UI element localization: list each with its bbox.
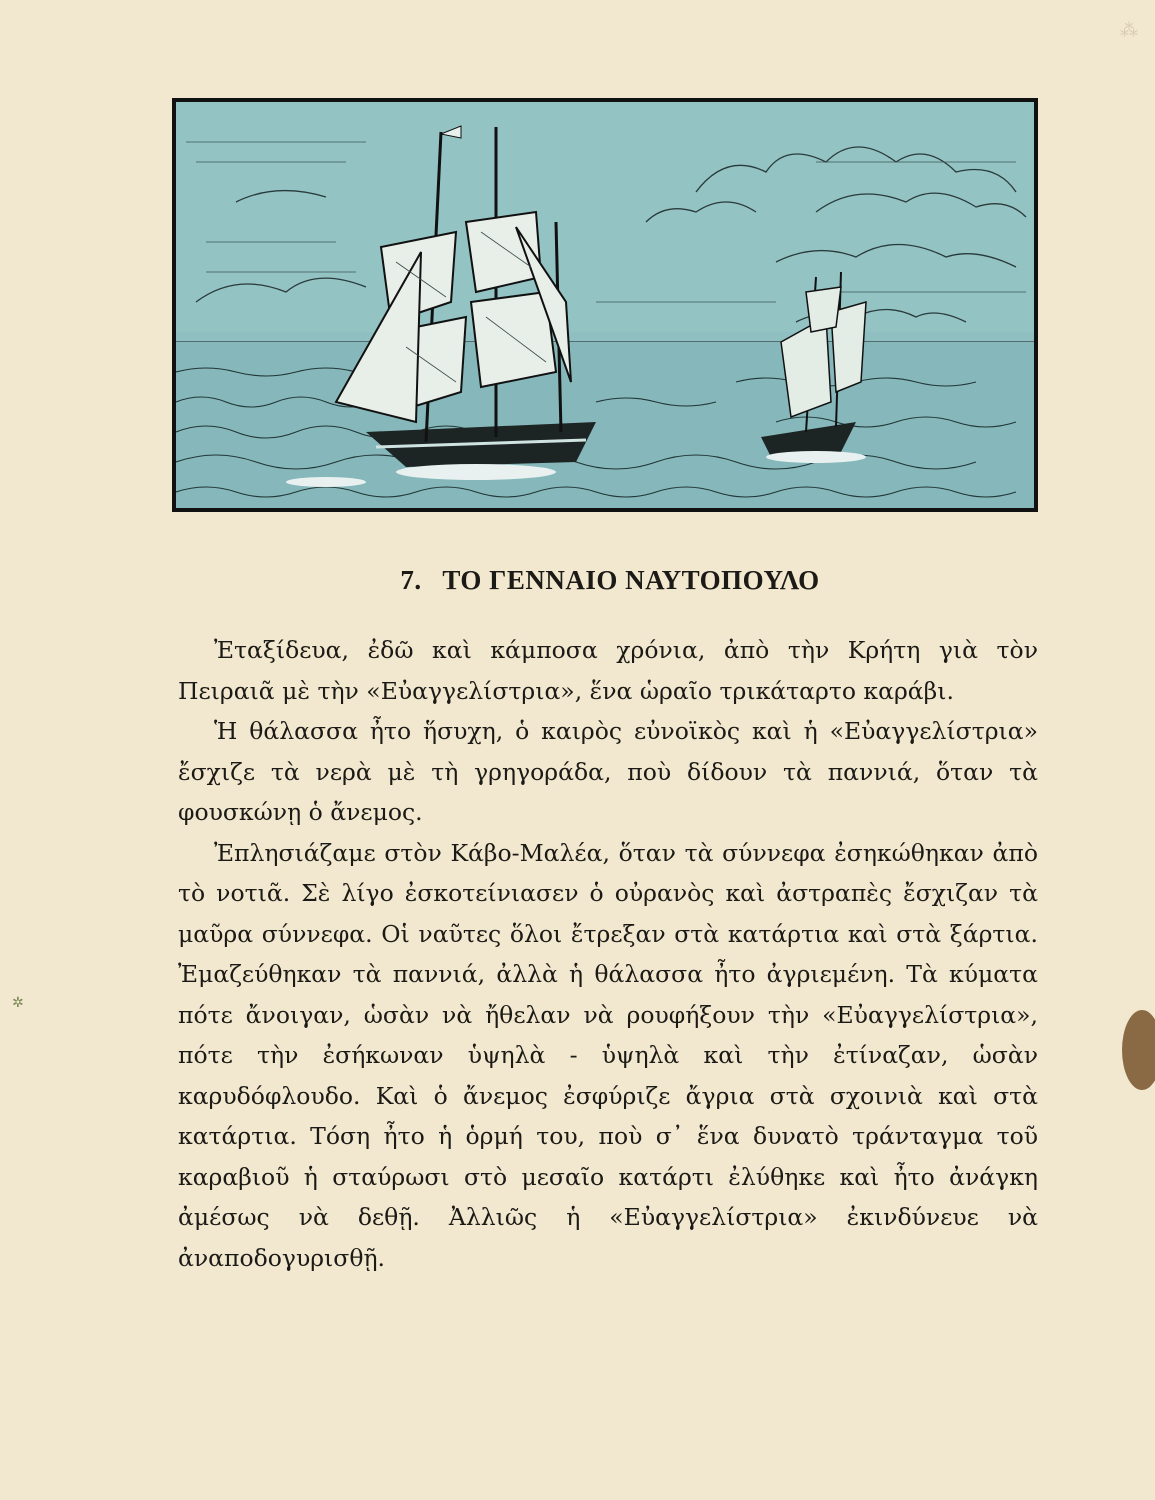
margin-mark: ✲ [12, 995, 24, 1011]
sailing-ships-illustration [172, 98, 1038, 512]
chapter-heading [175, 565, 1045, 596]
chapter-body [178, 630, 1038, 1278]
paragraph-1: Ἐταξίδευα, ἐδῶ καὶ κάμποσα χρόνια, ἀπὸ τὴν Κρήτη γιὰ τὸν Πειραιᾶ μὲ τὴν «Εὐαγγελίστρια», ἕνα ὡραῖο τρικάταρτο καράβι. [178, 636, 1038, 705]
illustration-drawing [176, 102, 1034, 508]
paragraph-3: Ἐπλησιάζαμε στὸν Κάβο-Μαλέα, ὅταν τὰ σύννεφα ἐσηκώθηκαν ἀπὸ τὸ νοτιᾶ. Σὲ λίγο ἐσκοτείνιασεν ὁ οὐρανὸς καὶ ἀστραπὲς ἔσχιζαν τὰ μαῦρα σύννεφα. Οἱ ναῦτες ὅλοι ἔτρεξαν στὰ κατάρτια καὶ στὰ ξάρτια. Ἐμαζεύθηκαν τὰ παννιά, ἀλλὰ ἡ θάλασσα ἦτο ἀγριεμένη. Τὰ κύματα πότε ἄνοιγαν, ὡσὰν νὰ ἤθελαν νὰ ρουφήξουν τὴν «Εὐαγγελίστρια», πότε τὴν ἐσήκωναν ὑψηλὰ - ὑψηλὰ καὶ τὴν ἐτίναζαν, ὡσὰν καρυδόφλουδο. Καὶ ὁ ἄνεμος ἐσφύριζε ἄγρια στὰ σχοινιὰ καὶ στὰ κατάρτια. Τόση ἦτο ἡ ὁρμή του, ποὺ σ᾽ ἕνα δυνατὸ τράνταγμα τοῦ καραβιοῦ ἡ σταύρωσι στὸ μεσαῖο κατάρτι ἐλύθηκε καὶ ἦτο ἀνάγκη ἀμέσως νὰ δεθῇ. Ἀλλιῶς ἡ «Εὐαγγελίστρια» ἐκινδύνευε νὰ ἀναποδογυρισθῇ. [178, 838, 1038, 1272]
page-corner-mark: ⁂ [1120, 20, 1138, 41]
paragraph-2: Ἡ θάλασσα ἦτο ἥσυχη, ὁ καιρὸς εὐνοϊκὸς καὶ ἡ «Εὐαγγελίστρια» ἔσχιζε τὰ νερὰ μὲ τὴ γρηγοράδα, ποὺ δίδουν τὰ παννιά, ὅταν τὰ φουσκώνῃ ὁ ἄνεμος. [178, 717, 1038, 826]
chapter-number: 7. [400, 565, 422, 595]
paper-stain [1122, 1010, 1155, 1090]
chapter-title: ΤΟ ΓΕΝΝΑΙΟ ΝΑΥΤΟΠΟΥΛΟ [442, 565, 820, 595]
